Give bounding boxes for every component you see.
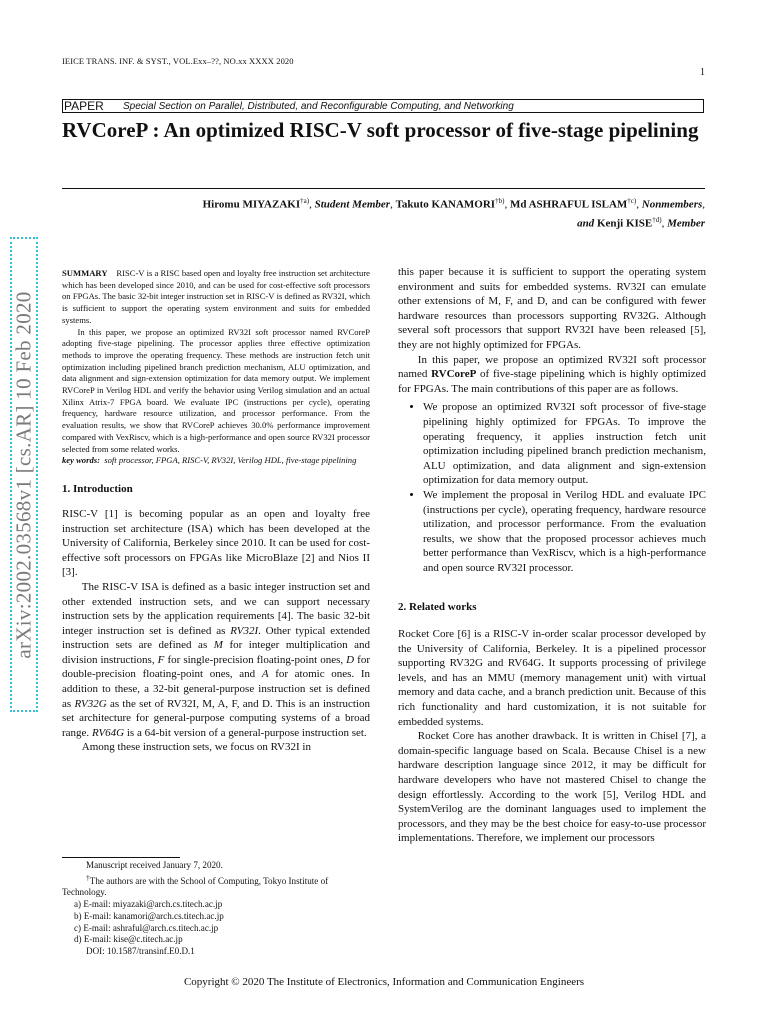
author-list: Hiromu MIYAZAKI$^{\dagger a)}$, Student Member, Takuto KANAMORI$^{\dagger b)}$, Md ASHRAFUL ISLAM$^{\dagger c)}$, Nonmembers, and Kenji KISE$^{\dagger d)}$, Member	[202, 197, 705, 230]
footnote-rule	[62, 857, 180, 858]
author-name: Kenji KISE	[596, 217, 653, 230]
footnote-doi: DOI: 10.1587/transinf.E0.D.1	[86, 945, 195, 956]
arxiv-stamp	[10, 237, 38, 712]
body-paragraph: Rocket Core [6] is a RISC-V in-order scalar processor developed by the University of California, Berkeley. It is a pipelined processor supporting RV32G and RV64G. It supports processing of privilege levels, and has an MMU (memory management unit) with virtual memory and data cache, and a branch prediction unit. Because of this rich functionality and hard customization, it is not suitable for embedded systems.	[398, 628, 706, 728]
copyright-notice: Copyright © 2020 The Institute of Electronics, Information and Communication Engineers	[183, 976, 585, 988]
footnote-received: Manuscript received January 7, 2020.	[86, 860, 223, 870]
abstract-paragraph: RISC-V is a RISC based open and loyalty free instruction set architecture which has been developed since 2010, and can be used for cost-effective soft processors on FPGAs. The basic 32-bit integer instruction set in RISC-V is defined as RV32I, which is sufficient to support the operating system environment and suits for embedded systems.	[62, 268, 370, 325]
author-role: Nonmembers	[641, 198, 703, 211]
abstract-paragraph: In this paper, we propose an optimized RV32I soft processor named RVCoreP adopting five-stage pipelining. The processor applies three effective optimization methods to improve the operating frequency. These methods are instruction fetch unit optimization including pipelined branch prediction mechanism, ALU optimization, and data alignment and sign-extension optimization for data memory output. We implement RVCoreP in Verilog HDL and verify the behavior using Verilog simulation and an actual Xilinx Atrix-7 FPGA board. We evaluate IPC (instructions per cycle), operating frequency, hardware resource utilization, and processor performance. From the evaluation results, we show that RVCoreP achieves 30.0% performance improvement compared with VexRiscv, which is a high-performance and open source RV32I processor selected from some related works.	[62, 326, 370, 454]
special-section-label: Special Section on Parallel, Distributed, and Reconfigurable Computing, and Networking	[123, 101, 514, 112]
title-rule	[62, 188, 705, 189]
abstract	[62, 268, 370, 467]
intro-body	[62, 507, 370, 755]
footnote-email: b) E-mail: kanamori@arch.cs.titech.ac.jp	[74, 910, 224, 921]
footnote-affiliation: †The authors are with the School of Computing, Tokyo Institute of Technology.	[62, 872, 329, 898]
body-paragraph: Rocket Core has another drawback. It is written in Chisel [7], a domain-specific language based on Scala. Because Chisel is a new hardware description language since 2012, it may be difficult for hardware developers who have not mastered Chisel to change the design effortlessly. According to the work [5], Verilog HDL and SystemVerilog are the dominant languages used to implement the processors, and they may be the best choice for easy-to-use processor implementations. Therefore, we implement our processors	[398, 730, 706, 845]
footnote-email: c) E-mail: ashraful@arch.cs.titech.ac.jp	[74, 922, 219, 933]
arxiv-identifier: arXiv:2002.03568v1 [cs.AR] 10 Feb 2020	[11, 290, 36, 659]
abstract-label: SUMMARY	[62, 268, 108, 278]
section-heading: 1. Introduction	[62, 482, 133, 495]
keywords: soft processor, FPGA, RISC-V, RV32I, Verilog HDL, five-stage pipelining	[104, 455, 357, 466]
list-item: • We implement the proposal in Verilog HDL and evaluate IPC (instructions per cycle), operating frequency, hardware resource utilization, and processor performance. From the evaluation results, we show that the proposed processor achieves much better performance than VexRiscv, which is a high-performance and open source RV32I processor.	[423, 488, 706, 576]
footnotes	[62, 860, 370, 958]
footnote-email: d) E-mail: kise@c.titech.ac.jp	[74, 934, 183, 945]
footnote-email: a) E-mail: miyazaki@arch.cs.titech.ac.jp	[74, 899, 223, 910]
paper-type-box	[62, 99, 704, 113]
author-role: Student Member	[314, 198, 391, 211]
page-number: 1	[700, 67, 705, 78]
keywords-label: key words:	[62, 455, 100, 466]
author-conjunction: and	[577, 217, 595, 230]
author-name: Takuto KANAMORI	[395, 198, 496, 211]
author-affil-mark: †b)	[495, 197, 505, 205]
list-item: • We propose an optimized RV32I soft processor of five-stage pipelining highly optimized for FPGAs. To improve the operating frequency, it applies instruction fetch unit optimization including pipelined branch prediction mechanism, ALU optimization, and data alignment and sign-extension optimization for data memory output.	[423, 400, 706, 488]
running-header: IEICE TRANS. INF. & SYST., VOL.Exx–??, NO.xx XXXX 2020	[62, 56, 294, 66]
left-column	[62, 268, 370, 755]
body-paragraph: RISC-V [1] is becoming popular as an open and loyalty free instruction set architecture (ISA) which has been developed at the University of California, Berkeley since 2010. It can be used for cost-effective soft processors on FPGAs like MicroBlaze [2] and Nios II [3].	[62, 507, 370, 579]
author-name: Hiromu MIYAZAKI	[202, 198, 301, 211]
body-paragraph: this paper because it is sufficient to support the operating system environment and suits for embedded systems. RV32I can emulate other extensions of M, F, and D, and can be configured with fewer hardware resources than processors supporting RV32G. Although several soft processors that support RV32I have been released [5], they are not highly optimized for FPGAs.	[398, 266, 706, 351]
body-paragraph: Among these instruction sets, we focus on RV32I in	[81, 741, 311, 754]
contribution-list	[398, 400, 706, 575]
paper-title: RVCoreP : An optimized RISC-V soft processor of five-stage pipelining	[62, 118, 699, 142]
body-paragraph: The RISC-V ISA is defined as a basic integer instruction set and other extended instruction sets, and we can support necessary instruction sets by the application requirements [4]. The basic 32-bit integer instruction set is defined as RV32I. Other typical extended instruction sets are defined as M for integer multiplication and division instructions, F for single-precision floating-point ones, D for double-precision floating-point ones, and A for atomic ones. In addition to these, a 32-bit general-purpose instruction set is defined as RV32G as the set of RV32I, M, A, F, and D. This is an instruction set architecture for general-purpose computing systems of a broad range. RV64G is a 64-bit version of a general-purpose instruction set.	[62, 580, 371, 739]
author-affil-mark: †d)	[652, 215, 662, 224]
body-paragraph: In this paper, we propose an optimized RV32I soft processor named RVCoreP of five-stage pipelining which is highly optimized for FPGAs. The main contributions of this paper are as follows.	[398, 353, 706, 395]
section-heading: 2. Related works	[398, 601, 477, 614]
author-role: Member	[667, 217, 705, 230]
paper-type-label: PAPER	[64, 99, 104, 113]
right-column	[398, 265, 706, 846]
author-affil-mark: †c)	[627, 197, 637, 205]
author-name: Md ASHRAFUL ISLAM	[509, 198, 628, 211]
author-affil-mark: †a)	[300, 197, 310, 205]
